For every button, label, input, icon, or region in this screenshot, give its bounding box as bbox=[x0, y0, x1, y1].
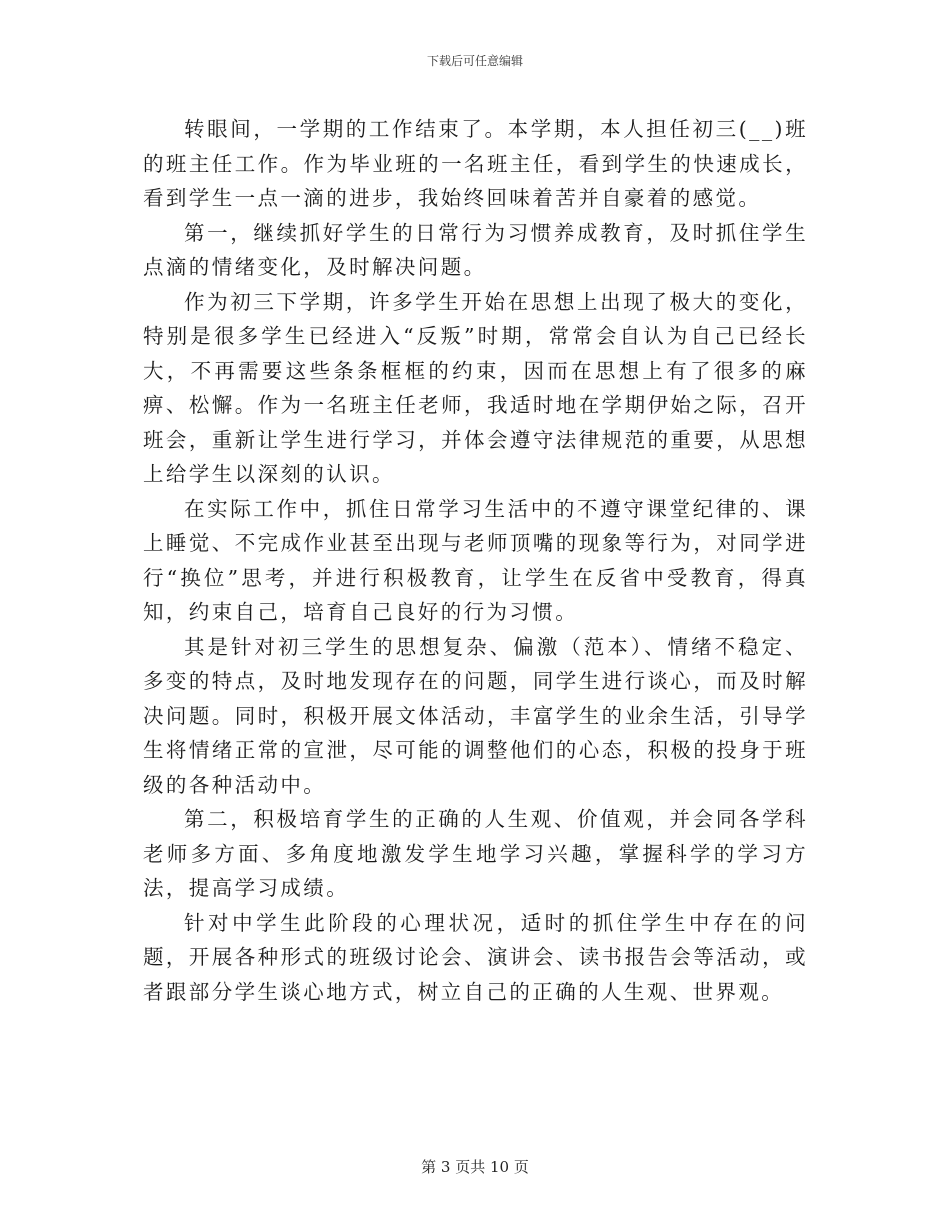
paragraph-point-one: 第一，继续抓好学生的日常行为习惯养成教育，及时抓住学生点滴的情绪变化，及时解决问题。 bbox=[143, 220, 808, 279]
page-number: 第 3 页共 10 页 bbox=[421, 1158, 529, 1176]
paragraph-rebellion-period: 作为初三下学期，许多学生开始在思想上出现了极大的变化，特别是很多学生已经进入“反叛”时期，常常会自认为自己已经长大，不再需要这些条条框框的约束，因而在思想上有了很多的麻痹、松懈。作为一名班主任老师，我适时地在学期伊始之际，召开班会，重新让学生进行学习，并体会遵守法律规范的重要，从思想上给学生以深刻的认识。 bbox=[143, 289, 808, 486]
paragraph-emotional-traits: 其是针对初三学生的思想复杂、偏激（范本）、情绪不稳定、多变的特点，及时地发现存在的问题，同学生进行谈心，而及时解决问题。同时，积极开展文体活动，丰富学生的业余生活，引导学生将情绪正常的宣泄，尽可能的调整他们的心态，积极的投身于班级的各种活动中。 bbox=[143, 634, 808, 797]
paragraph-psychology: 针对中学生此阶段的心理状况，适时的抓住学生中存在的问题，开展各种形式的班级讨论会、演讲会、读书报告会等活动，或者跟部分学生谈心地方式，树立自己的正确的人生观、世界观。 bbox=[143, 910, 808, 1004]
page-header-note: 下载后可任意编辑 bbox=[426, 54, 523, 68]
paragraph-intro: 转眼间，一学期的工作结束了。本学期，本人担任初三(__)班的班主任工作。作为毕业班的一名班主任，看到学生的快速成长，看到学生一点一滴的进步，我始终回味着苦并自豪着的感觉。 bbox=[143, 117, 808, 210]
paragraph-point-two: 第二，积极培育学生的正确的人生观、价值观，并会同各学科老师多方面、多角度地激发学生地学习兴趣，掌握科学的学习方法，提高学习成绩。 bbox=[143, 807, 808, 900]
paragraph-daily-discipline: 在实际工作中，抓住日常学习生活中的不遵守课堂纪律的、课上睡觉、不完成作业甚至出现与老师顶嘴的现象等行为，对同学进行“换位”思考，并进行积极教育，让学生在反省中受教育，得真知，约束自己，培育自己良好的行为习惯。 bbox=[143, 496, 808, 624]
document-body bbox=[143, 112, 808, 1009]
